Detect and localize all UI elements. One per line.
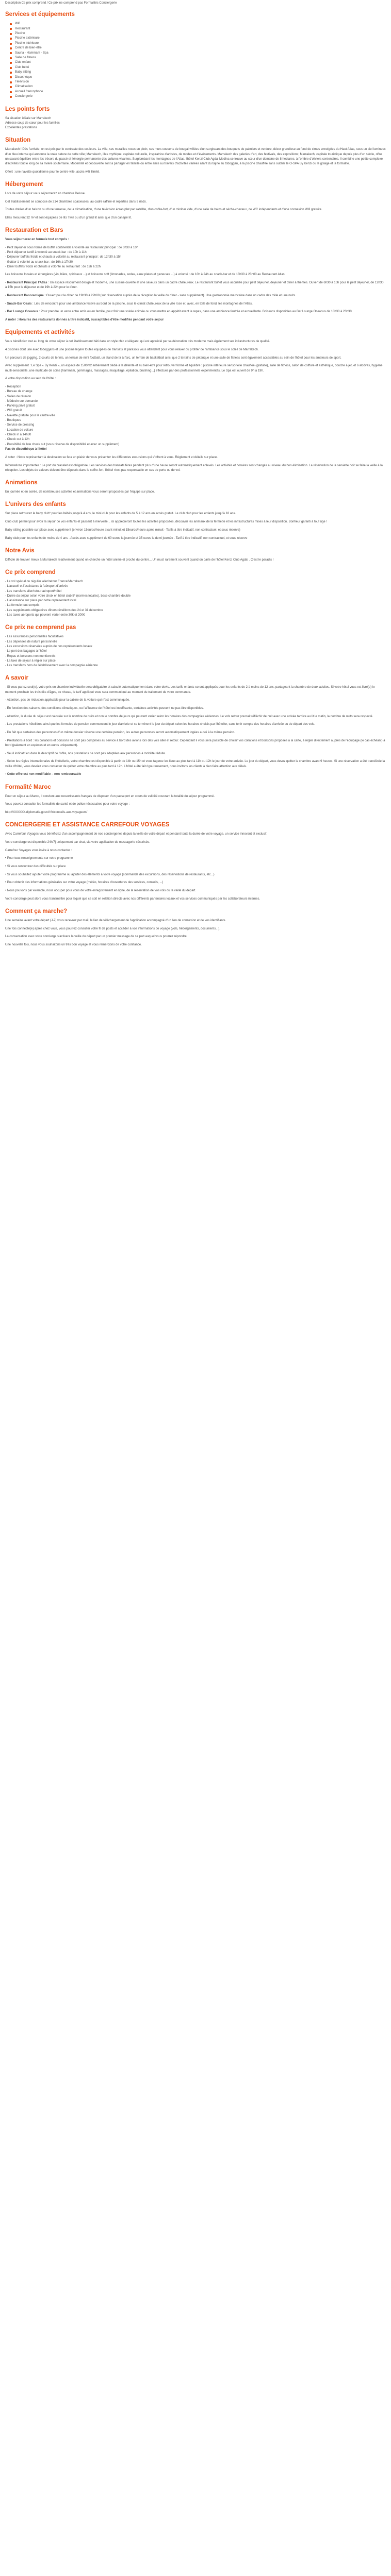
service-item: Sauna - Hammam - Spa	[10, 51, 386, 56]
hebergement-paragraph: Cet établissement se compose de 214 chambres spacieuses, au cadre raffiné et réparties dans 9 riads.	[5, 200, 147, 204]
restauration-outlets	[5, 281, 386, 315]
prix-comprend-item: - Durée du séjour selon votre choix en hôtel club 5* (normes locales), base chambre double	[5, 594, 131, 598]
prix-comprend-list	[5, 580, 386, 618]
service-item: Club enfant	[10, 60, 386, 65]
prix-ne-comprend-heading: Ce prix ne comprend pas	[5, 624, 76, 631]
service-item: Discothèque	[10, 75, 386, 80]
restaurant-outlet	[5, 310, 386, 314]
a-savoir-paragraph: - Attention, la durée du séjour est calculée sur le nombre de nuits et non le nombre de jours qui peuvent varier selon les horaires des compagnies aériennes. Le vols retour pourrait réfléchir de nuit avec une arrivée tardive au lit le matin, la nombre de nuits sera respecté.	[5, 715, 373, 718]
restaurant-outlet-desc: : Ouvert pour le dîner de 19h30 à 22h00 (sur réservation auprès de la réception la veille du dîner - sans supplément). Une gastronomie marocaine dans un cadre des mille et une nuits.	[43, 294, 296, 297]
equipements-list-item: - Boutiques	[5, 419, 21, 422]
restaurant-outlet	[5, 302, 386, 307]
formalite-paragraph: http://XXXXXX.diplomatie.gouv.fr/fr/conseils-aux-voyageurs/	[5, 810, 88, 814]
service-item: Climatisation	[10, 84, 386, 89]
situation-heading: Situation	[5, 137, 31, 144]
comment-paragraph: La conversation avec votre concierge s'activera la veille du départ par un premier message de sa part auquel vous pourrez répondre.	[5, 935, 188, 939]
restauration-line: - Dîner buffets froids et chauds à volonté au restaurant : de 19h à 22h	[5, 265, 101, 269]
prix-comprend-item: - Les suppléments obligatoires dîners réveillons des 24 et 31 décembre	[5, 608, 103, 612]
points-forts-item: Excellentes prestations	[5, 126, 37, 130]
conciergerie-paragraph: Carrefour Voyages vous invite à nous contacter :	[5, 849, 72, 852]
conciergerie-heading: CONCIERGERIE ET ASSISTANCE CARREFOUR VOYAGES	[5, 822, 170, 828]
avis-heading: Notre Avis	[5, 547, 35, 554]
formalite-paragraph: Vous pouvez consulter les formalités de santé et de police nécessaires pour votre voyage :	[5, 803, 130, 806]
a-savoir-text	[5, 685, 386, 777]
formalite-text	[5, 794, 386, 816]
prix-ne-comprend-item: - Les transferts hors de l'établissement avec la compagnie aérienne	[5, 664, 98, 668]
equipements-list-item: - Parking privé gratuit	[5, 404, 35, 408]
a-savoir-paragraph: - Seuil indicatif en dans le descriptif de l'offre, nos prestations ne sont pas adaptées aux personnes à mobilité réduite.	[5, 752, 166, 755]
prix-ne-comprend-item: - Les excursions réservées auprès de nos représentants locaux	[5, 645, 92, 648]
formalite-paragraph: Pour un séjour au Maroc, il convient aux ressortissants français de disposer d'un passeport en cours de validité couvrant la totalité du séjour programmé.	[5, 794, 215, 798]
prix-comprend-item: - L'accueil et l'assistance à l'aéroport d'arrivée	[5, 585, 68, 588]
prix-ne-comprend-list	[5, 635, 386, 668]
restaurant-outlet-desc: : Lieu de rencontre pour une ambiance festive au bord de la piscine, sous le climat chaleureux de la ville rose et, avec, en toile de fond, les montagnes de l'Atlas.	[31, 302, 253, 306]
points-forts-list	[5, 116, 386, 131]
prix-comprend-item: - L'assistance sur place par notre représentant local	[5, 599, 76, 603]
points-forts-item: Adresse coup de cœur pour les familles	[5, 121, 60, 125]
prix-ne-comprend-item: - Les dépenses de nature personnelle	[5, 640, 57, 643]
restaurant-outlet-name: - Snack-Bar Oasis	[5, 302, 32, 306]
equipements-info: Informations importantes : Le port du bracelet est obligatoire. Les services des transats fères pendant plus d'une heure seront automatiquement enlevés. Les activités et horaires sont changés au niveau du bon élimination. La réservation de la serviette doit se faire la veille à la réception. Les objets de valeurs doivent être déposés dans le coffre-fort, l'hôtel n'est pas responsable en cas de perte ou de vol.	[5, 464, 383, 472]
enfants-paragraph: Baby sitting possible sur place avec supplément (environ 15euros/heure avant minuit et 15euros/heure après minuit - Tarifs à titre indicatif, non contractuel, et sous réserve)	[5, 528, 240, 532]
hebergement-paragraph: Toutes dotées d'un balcon ou d'une terrasse, de la climatisation, d'une télévision écran plat par satellite, d'un coffre-fort, d'un minibar vide, d'une salle de bains et sèche-cheveux, de WC indépendants et d'une connexion Wifi gratuite.	[5, 208, 322, 212]
restauration-drinks: Les boissons locales et étrangères (vin, bière, spiritueux ...) et boissons soft (limonades, sodas, eaux plates et gazeuses ...) à volonté : de 10h à 24h au snack-bar et de 18h30 à 23h00 au Restaurant Atlas	[5, 273, 285, 277]
equipements-list-item: - Navette gratuite pour le centre-ville	[5, 414, 55, 417]
a-savoir-paragraph: - Si vous partez seul(e), votre prix en chambre individuelle sera obligatoire et calculé automatiquement dans votre devis. Les tarifs enfants seront appliqués pour les enfants de 2 à moins de 12 ans, partageant la chambre de deux adultes. Si votre hôtel vous est livré(e) le moment prochain les trois dits d'âges, ce niveau, le tarif appliqué vous sera communiqué au moment du traitement de votre commande.	[5, 686, 375, 694]
product-description	[0, 0, 391, 947]
restaurant-outlet-desc: : Un espace résolument design et moderne, une cuisine ouverte et une saveurs dans un cadre chaleureux. Le restaurant buffet vous accueille pour petit déjeuner, déjeuner et dîner à thèmes. Ouvert de 6h30 à 10h pour le petit déjeuner, de 12h30 à 15h pour le déjeuner et de 19h à 22h pour le dîner.	[5, 281, 384, 290]
conciergerie-paragraph: Votre concierge est disponible 24h/7j uniquement par chat, via votre application de messagerie sécurisée.	[5, 840, 150, 844]
a-savoir-paragraph: - Les prestations hôtelières ainsi que les formules de pension commencent le jour d'arrivée et se terminent le jour du départ selon les horaires choisis par l'hôtelier, sans tenir compte des horaires d'arrivée ou de départ des vols.	[5, 723, 315, 726]
situation-paragraph: Offert : une navette quotidienne pour le centre-ville, accès wifi illimité.	[5, 170, 100, 174]
situation-text	[5, 147, 386, 175]
a-savoir-paragraph: - En fonction des saisons, des conditions climatiques, ou l'affluence de l'hôtel est insuffisante, certaines activités peuvent ne pas être disponibles.	[5, 707, 204, 710]
restauration-schedule	[5, 246, 386, 269]
prix-comprend-item: - Le vol spécial ou régulier aller/retour France/Marrakech	[5, 580, 83, 583]
enfants-heading: L'univers des enfants	[5, 501, 66, 508]
hebergement-paragraph: Elles mesurent 32 m² et sont équipées de lits Twin ou d'un grand lit ainsi que d'un canapé lit.	[5, 216, 132, 219]
equipements-paragraph: A votre disposition au sein de l'hôtel :	[5, 377, 56, 381]
prix-ne-comprend-item: - Le port des bagages à l'hôtel	[5, 650, 47, 653]
service-item: Baby sitting	[10, 70, 386, 75]
service-item: Piscine intérieure	[10, 41, 386, 46]
tab-nav-text: Description Ce prix comprend / Ce prix ne comprend pas Formalités Conciergerie	[5, 2, 117, 5]
hebergement-heading: Hébergement	[5, 181, 43, 188]
prix-comprend-item: - La formule tout compris	[5, 604, 40, 607]
restauration-line: - Déjeuner buffets froids et chauds à volonté au restaurant principal : de 12h30 à 15h	[5, 256, 122, 259]
situation-paragraph: Marrakech ! Dès l'arrivée, on est pris par le contraste des couleurs. La ville, ses murailles roses en plein, ses murs couverts de bougainvillées d'un surgissant des bouquets de palmiers et verdure, décor grandiose au fond de cimes enneigées du Haut Atlas, sous un ciel lumineux d'un bleu intense qui annonce la vraie nature de cette ville; Marrakech, illes mythique, capitale culturelle, inspiratrice d'artistes, de modes et d'événements. Marrakech des galeries d'art, des festivals, des expositions; Marrakech, capitale touristique depuis plus d'un siècle, offre un savant équilibre entre les trésors du passé et l'énergie permanente des cultures vivantes. Surplombant les montagnes de l'Atlas, l'hôtel Kenzi Club Agdal Medina se trouve au cœur d'un domaine de 8 hectares, à l'ombre d'oliviers centenaires. Il combine une petite complexe d'activités tout le long de sa rivière souterraine. Modernité et découverte sont à partager en famille ou entre amis au travers d'activités variées allant du tajine au toboggan, à la piscine chauffée sans oublier le O-SPA By Kenzi ou le golage et la formalité.	[5, 148, 386, 165]
equipements-list-item: - Check in à 14h30	[5, 433, 31, 436]
comment-heading: Comment ça marche?	[5, 908, 68, 914]
equipements-list-item: Pas de discothèque à l'hôtel	[5, 447, 47, 451]
restaurant-outlet-desc: : Pour prendre un verre entre amis ou en famille, pour finir une soirée animée ou vous mettre en appétit avant le repas, dans une ambiance feutrée et accueillante. Boissons disponibles au Bar Lounge Oceanus de 18h30 à 23h30	[38, 310, 352, 314]
a-savoir-paragraph: - Prestations à bord : les collations et boissons ne sont pas comprises au service à bord des avions lors des vols aller et retour. Cependant il vous sera possible de choisir vos collations et boissons proposés à la carte, à régler directement auprès de l'équipage (le cas échéant) à bord (paiement en espèces et en euros uniquement).	[5, 739, 385, 748]
conciergerie-paragraph: • Si vous souhaitez ajouter votre programme ou ajouter des éléments à votre voyage (commande des excursions, des réservations de restaurants, etc...)	[5, 873, 215, 876]
equipements-list	[5, 385, 386, 452]
equipements-list-item: - Médecin sur demande	[5, 399, 38, 403]
animations-text: En journée et en soirée, de nombreuses activités et animations vous seront proposées par l'équipe sur place.	[5, 490, 155, 494]
enfants-paragraph: Club club permet pour avoir la séjour de vos enfants et passent à merveille... ils apprécieront toutes les activités proposées, découvrir les animaux de la fermette et les infrastructures mises à leur disposition. Bonheur garanti à tout âge !	[5, 520, 327, 524]
enfants-text	[5, 512, 386, 540]
restauration-note: A noter : Horaires des restaurants donnés à titre indicatif, susceptibles d'être modifiés pendant votre séjour	[5, 318, 164, 322]
prix-ne-comprend-item: - Repas et boissons non mentionnés	[5, 654, 56, 658]
comment-paragraph: Une semaine avant votre départ (J-7) vous recevrez par mail, le lien de téléchargement de l'application accompagné d'un lien de connexion et de vos identifiants.	[5, 919, 226, 922]
points-forts-item: Sa situation idéale sur Marrakech	[5, 116, 52, 120]
a-savoir-heading: A savoir	[5, 675, 28, 682]
service-item: Piscine	[10, 31, 386, 36]
service-item: Accueil francophone	[10, 90, 386, 94]
equipements-heading: Equipements et activités	[5, 329, 75, 336]
equipements-paragraph: Un parcours de jogging, 2 courts de tennis, un terrain de mini football, un stand de tir à l'arc, un terrain de basketball ainsi que 2 terrains de pétanque et une salle de fitness sont également accessibles au sein de l'hôtel pour les amateurs de sport.	[5, 356, 341, 360]
equipements-paragraph: 4 piscines dont une avec toboggans et une piscine légère toutes équipées de transats et parasols vous attendent pour vous relaxer ou profiter de l'ambiance sous le soleil de Marrakech.	[5, 348, 259, 351]
prix-ne-comprend-item: - La taxe de séjour à régler sur place	[5, 659, 56, 663]
a-savoir-paragraph: - Selon les règles internationales de l'hôtellerie, votre chambre est disponible à partir de 14h ou 15h et vous tagerez les lieux au plus tard à 11h ou 12h le jour de votre arrivée. Le jour du départ, vous devez quitter la chambre avant 9 heures. Si une réservation a été transférée la veille d'hôtel, vous devriez vous contacter de quitter votre chambre au plus tard à 12h. L'hôtel a été fait rigoureusement, nous invitons les clients à bien faire attention aux délais.	[5, 760, 385, 768]
conciergerie-paragraph: • Pour tous renseignements sur votre programme	[5, 857, 73, 860]
comment-paragraph: Une fois connecté(e) après chez vous, vous pourrez consulter votre fil de posts et accéder à vos informations de voyage (vols, hébergements, documents...).	[5, 927, 220, 930]
conciergerie-text	[5, 832, 386, 902]
services-heading: Services et équipements	[5, 11, 75, 18]
service-item: Restaurant	[10, 27, 386, 31]
a-savoir-paragraph: - Du fait que certaines des personnes d'un même dossier réserve une certaine pension, les autres personnes seront automatiquement logées aussi à la même pension.	[5, 731, 235, 735]
equipements-text	[5, 340, 386, 381]
service-item: Wifi	[10, 22, 386, 26]
a-savoir-paragraph: - Cette offre est non modifiable – non remboursable	[5, 773, 82, 776]
restauration-intro: Vous séjournerez en formule tout compris :	[5, 238, 69, 242]
comment-text	[5, 919, 386, 947]
avis-text: Difficile de trouver mieux à Marrakech relativement quand on cherche un hôtel animé et proche du centre... Un must rarement souvent quand on parle de l'hôtel Kenzi Club Agdal . C'est le paradis !	[5, 558, 274, 562]
equipements-list-item: - Check out à 12h	[5, 438, 30, 442]
restaurant-outlet	[5, 294, 386, 298]
restauration-line: - Petit déjeuner sous forme de buffet continental à volonté au restaurant principal : de 6h30 à 10h	[5, 246, 139, 249]
enfants-paragraph: Sur place retrouvez le baby club* pour les bébés jusqu'à 4 ans, le mini club pour les enfants de 5 à 12 ans en accès gratuit. Le club club pour les enfants jusqu'à 18 ans.	[5, 512, 236, 516]
prix-ne-comprend-item: - Les assurances personnelles facultatives	[5, 635, 64, 639]
a-savoir-paragraph: - Attention, pas de réduction applicable pour la cabine de la voiture qui n'est communiquée.	[5, 699, 130, 702]
prix-comprend-item: - Les taxes aéroports qui peuvent varier entre 30€ et 200€	[5, 614, 85, 617]
hebergement-text	[5, 192, 386, 221]
equipements-list-item: - Wifi gratuit	[5, 409, 22, 413]
conciergerie-paragraph: • Si vous rencontrez des difficultés sur place	[5, 865, 66, 868]
points-forts-heading: Les points forts	[5, 106, 50, 112]
service-item: Salle de fitness	[10, 56, 386, 60]
services-list	[5, 22, 386, 99]
comment-paragraph: Une nouvelle fois, nous vous souhaitons un très bon voyage et vous remercions de votre confiance.	[5, 943, 142, 947]
restaurant-outlet-name: - Restaurant Principal l'Atlas	[5, 281, 47, 285]
restaurant-outlet	[5, 281, 386, 290]
enfants-paragraph: Baby club pour les enfants de moins de 4 ans - Accès avec supplément de 60 euros la journée et 35 euros la demi journée - Tarif à titre indicatif, non contractuel, et sous réserve	[5, 536, 248, 540]
equipements-paragraph: Vous bénéficiez tout au long de votre séjour à cet établissement bâti dans un style chic et élégant, qui est apprécié par sa décoration très moderne mais également ses infrastructures de qualité.	[5, 340, 270, 344]
restauration-line: - Petit déjeuner tardif à volonté au snack-bar : de 10h à 11h	[5, 251, 87, 255]
equipements-note: A noter : Notre représentant à destination se fera un plaisir de vous présenter les différentes excursions qui s'offrent à vous. Règlement et détails sur place.	[5, 456, 218, 460]
service-item: Centre de bien-être	[10, 46, 386, 50]
service-item: Piscine extérieure	[10, 36, 386, 41]
service-item: Club bébé	[10, 65, 386, 70]
equipements-list-item: - Service de pressing	[5, 423, 35, 427]
conciergerie-paragraph: • Nous pouvons par exemple, nous occuper pour vous de votre enregistrement en ligne, de la réservation de vos vols ou la veille du départ.	[5, 889, 196, 893]
restauration-heading: Restauration et Bars	[5, 227, 63, 234]
conciergerie-paragraph: Avec Carrefour Voyages vous bénéficiez d'un accompagnement de nos conciergeries depuis la veille de votre départ et pendant toute la durée de votre voyage, un service innovant et exclusif.	[5, 833, 268, 836]
hebergement-paragraph: Lors de votre séjour vous séjournerez en chambre Deluxe.	[5, 192, 86, 195]
restaurant-outlet-name: - Restaurant Panoramique	[5, 294, 44, 297]
service-item: Conciergerie	[10, 94, 386, 99]
conciergerie-paragraph: • Pour obtenir des informations générales sur votre voyage (météo, horaires d'ouvertures des services, conseils, ...)	[5, 881, 164, 885]
prix-comprend-item: - Les transferts aller/retour aéroport/hôtel	[5, 589, 62, 593]
conciergerie-paragraph: Votre concierge peut alors vous transmettre pour lequel que ce soit en relation directe avec nos différents partenaires locaux et vos services communiqués par les collaborateurs internes.	[5, 897, 260, 901]
restauration-line: - Goûter à volonté au snack-bar : de 16h à 17h30	[5, 260, 73, 264]
equipements-list-item: - Salles de réunion	[5, 395, 31, 398]
service-item: Télévision	[10, 80, 386, 84]
equipements-list-item: - Bureau de change	[5, 390, 32, 394]
formalite-heading: Formalité Maroc	[5, 784, 51, 790]
restaurant-outlet-name: - Bar Lounge Oceanus	[5, 310, 39, 314]
animations-heading: Animations	[5, 480, 38, 486]
equipements-list-item: - Possibilité de late check out (sous réserve de disponibilité et avec un supplément)	[5, 443, 120, 446]
equipements-list-item: - Réception	[5, 385, 21, 388]
equipements-list-item: - Location de voiture	[5, 428, 34, 432]
prix-comprend-heading: Ce prix comprend	[5, 569, 56, 575]
equipements-paragraph: Avec supplément : Le Spa « By Kenzi », un espace de 1500m2 entièrement dédié à la détente et au bien-être pour retrouver forme et équilibre : piscine intérieure sensorielle chauffée (gratuite), salle de fitness, salon de coiffure et esthétique, douche à jet, et 6 alcôves, hygiène multi-sensorielle, une multitude de soins (hammam, gommages, massages, maquillage, épilation, brushing...) effectués par des professionnels expérimentés. Le Spa est ouvert de 9h à 19h.	[5, 364, 383, 372]
